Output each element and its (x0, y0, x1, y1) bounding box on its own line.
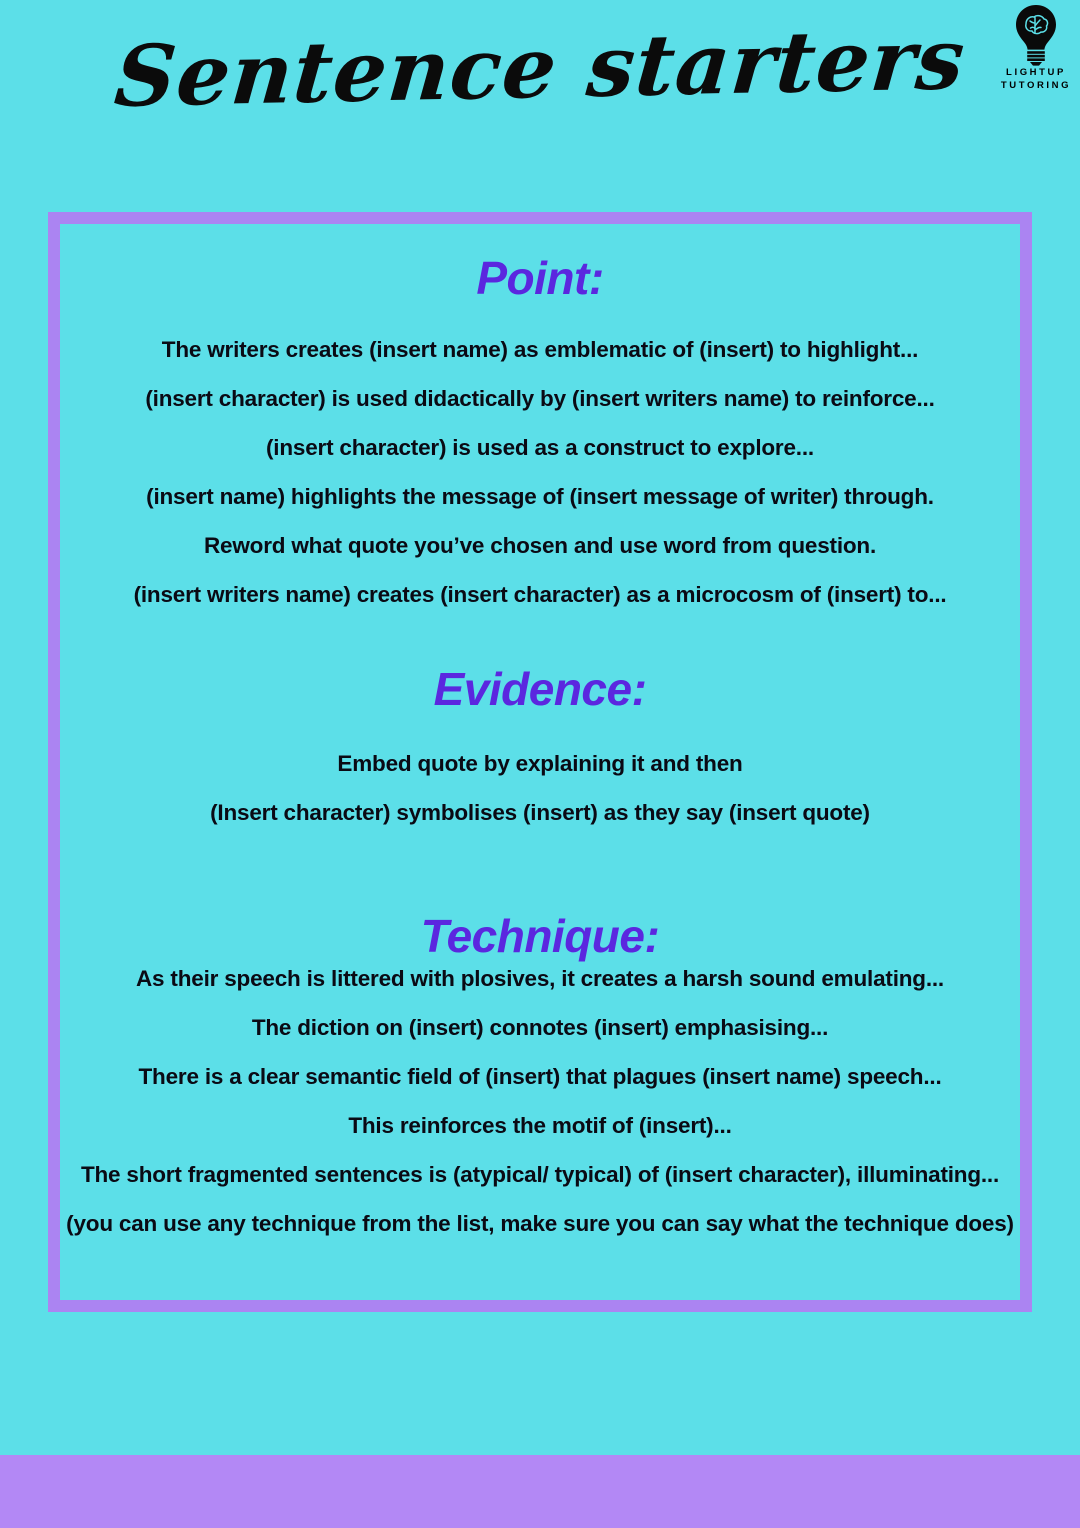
section-heading-point: Point: (476, 252, 604, 304)
sentence-starter-line: Reword what quote you’ve chosen and use word from question. (203, 533, 877, 558)
lightbulb-brain-icon (1013, 4, 1059, 66)
page-header (0, 0, 1080, 200)
sentence-starter-line: The diction on (insert) connotes (insert) emphasising... (251, 1015, 829, 1040)
section-lines-point (60, 337, 1020, 631)
sentence-starter-line: This reinforces the motif of (insert)... (348, 1113, 732, 1138)
sentence-starter-line: (you can use any technique from the list, make sure you can say what the technique does) (66, 1211, 1014, 1236)
sentence-starter-line: (insert name) highlights the message of (insert message of writer) through. (146, 484, 934, 509)
sentence-starter-line: The short fragmented sentences is (atypical/ typical) of (insert character), illuminating... (80, 1162, 1000, 1187)
sentence-starter-line: Embed quote by explaining it and then (337, 751, 743, 776)
sentence-starter-line: As their speech is littered with plosives, it creates a harsh sound emulating... (136, 966, 944, 991)
sentence-starter-line: (insert character) is used as a construct to explore... (266, 435, 814, 460)
content-frame (48, 212, 1032, 1312)
sentence-starter-line: There is a clear semantic field of (insert) that plagues (insert name) speech... (138, 1064, 942, 1089)
section-lines-evidence (60, 751, 1020, 849)
sentence-starter-line: (insert character) is used didactically by (insert writers name) to reinforce... (145, 386, 935, 411)
section-heading-technique: Technique: (420, 910, 660, 962)
footer-bar (0, 1455, 1080, 1528)
section-lines-technique (60, 966, 1020, 1260)
sentence-starter-line: The writers creates (insert name) as emblematic of (insert) to highlight... (161, 337, 919, 362)
brand-logo (998, 4, 1074, 108)
sentence-starter-line: (Insert character) symbolises (insert) as they say (insert quote) (210, 800, 870, 825)
section-heading-evidence: Evidence: (433, 663, 647, 715)
logo-text-tutoring: TUTORING (1000, 80, 1072, 91)
logo-text-lightup: LIGHTUP (1006, 67, 1066, 78)
page-title: Sentence starters (111, 9, 970, 126)
sentence-starter-line: (insert writers name) creates (insert character) as a microcosm of (insert) to... (133, 582, 947, 607)
